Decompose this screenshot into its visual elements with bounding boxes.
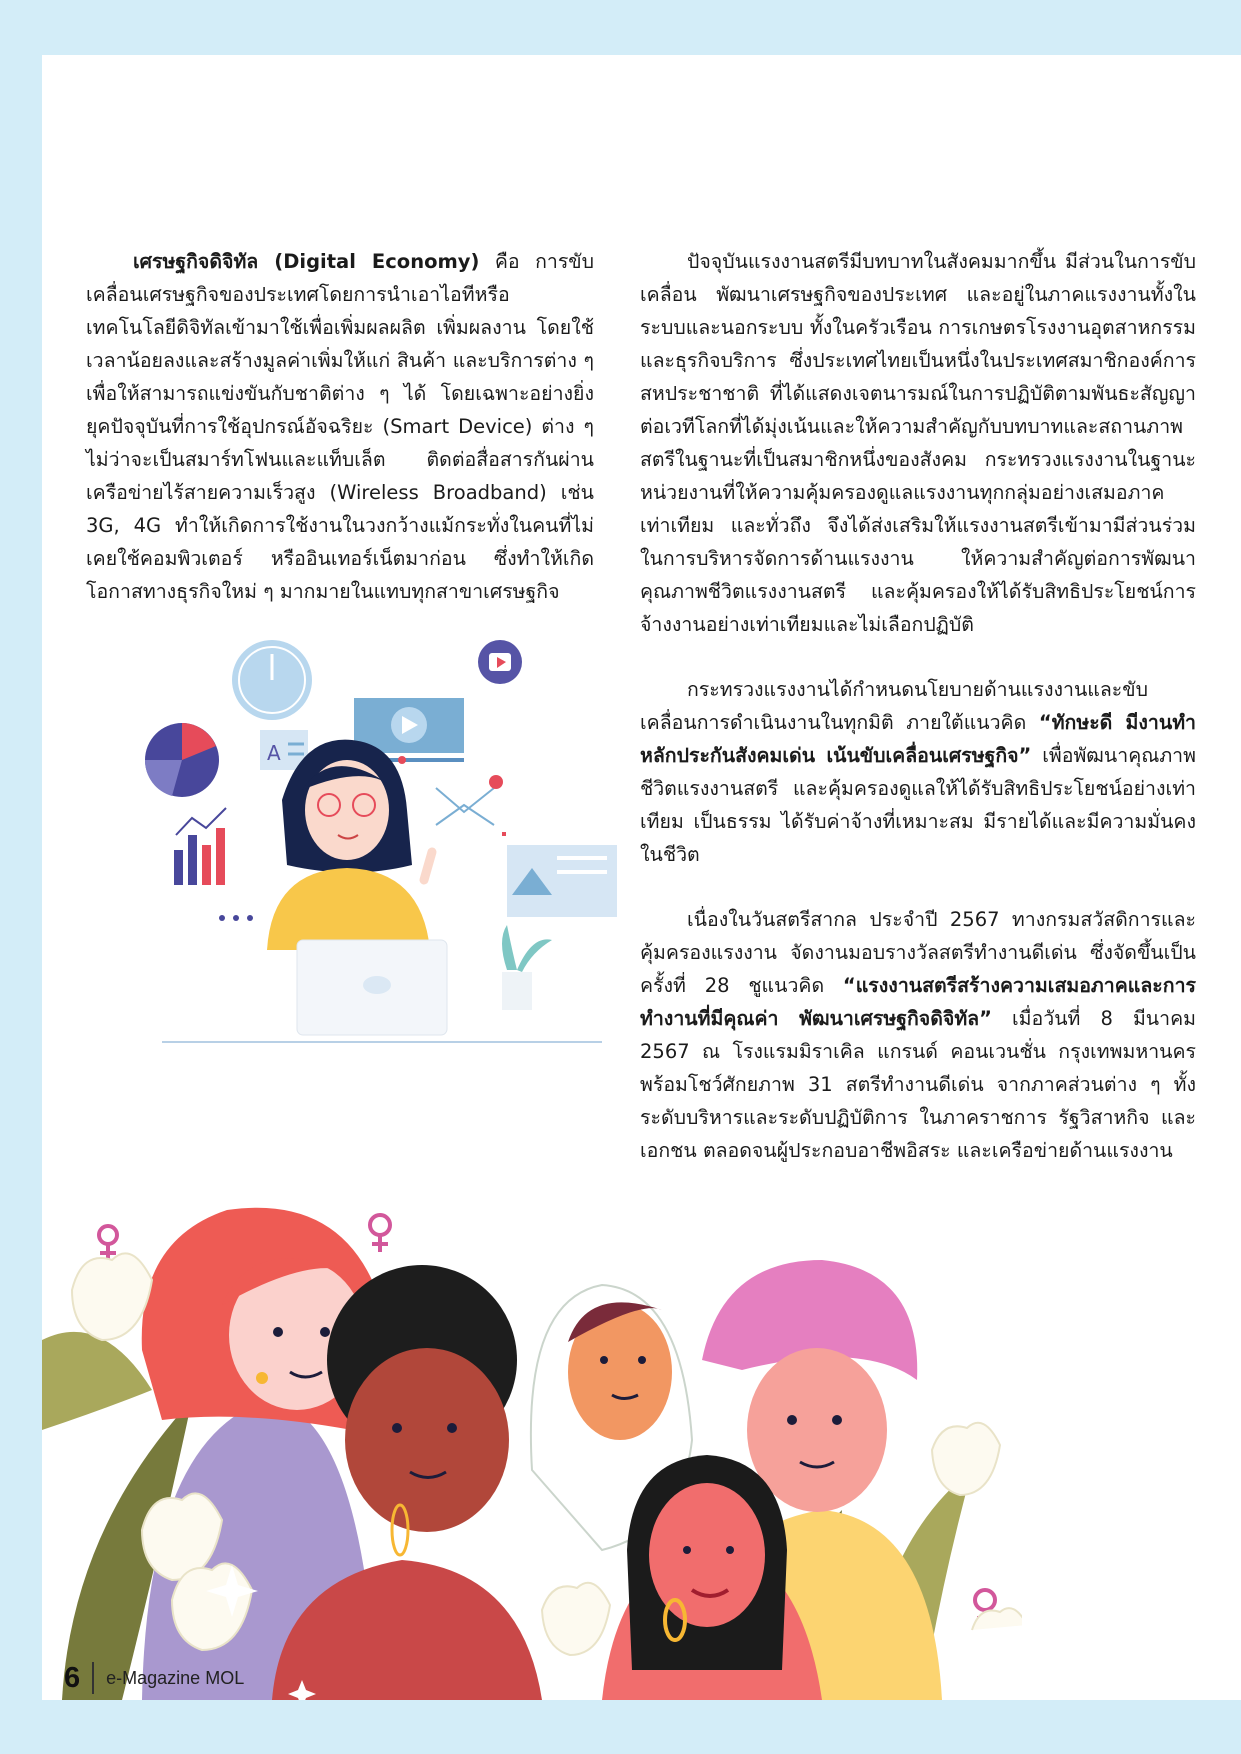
laptop-icon — [297, 940, 447, 1035]
clock-icon — [232, 640, 312, 720]
right-column — [640, 245, 1196, 1199]
pie-chart-icon — [145, 723, 219, 797]
page-footer — [64, 1658, 244, 1698]
plant-icon — [502, 925, 552, 1010]
magazine-name: e-Magazine MOL — [106, 1667, 245, 1688]
women-labor-paragraph: ปัจจุบันแรงงานสตรีมีบทบาทในสังคมมากขึ้น มีส่วนในการขับเคลื่อน พัฒนาเศรษฐกิจของประเทศ และอยู่ในภาคแรงงานทั้งในระบบและนอกระบบ ทั้งในครัวเรือน การเกษตรโรงงานอุตสาหกรรม และธุรกิจบริการ ซึ่งประเทศไทยเป็นหนึ่งในประเทศสมาชิกองค์การสหประชาชาติ ที่ได้แสดงเจตนารมณ์ในการปฏิบัติตามพันธะสัญญาต่อเวทีโลกที่ได้มุ่งเน้นและให้ความสำคัญกับบทบาทและสถานภาพสตรีในฐานะที่เป็นสมาชิกหนึ่งของสังคม กระทรวงแรงงานในฐานะหน่วยงานที่ให้ความคุ้มครองดูแลแรงงานทุกกลุ่มอย่างเสมอภาค เท่าเทียม และทั่วถึง จึงได้ส่งเสริมให้แรงงานสตรีเข้ามามีส่วนร่วมในการบริหารจัดการด้านแรงงาน ให้ความสำคัญต่อการพัฒนาคุณภาพชีวิตแรงงานสตรี และคุ้มครองให้ได้รับสิทธิประโยชน์การจ้างงานอย่างเท่าเทียมและไม่เลือกปฏิบัติ — [640, 250, 1196, 636]
magazine-page — [42, 55, 1241, 1700]
bar-chart-icon — [174, 808, 226, 885]
digital-economy-paragraph: เศรษฐกิจดิจิทัล (Digital Economy) คือ การขับเคลื่อนเศรษฐกิจของประเทศโดยการนำเอาไอทีหรือเทคโนโลยีดิจิทัลเข้ามาใช้เพื่อเพิ่มผลผลิต เพิ่มผลงาน โดยใช้เวลาน้อยลงและสร้างมูลค่าเพิ่มให้แก่ สินค้า และบริการต่าง ๆ เพื่อให้สามารถแข่งขันกับชาติต่าง ๆ ได้ โดยเฉพาะอย่างยิ่งยุคปัจจุบันที่การใช้อุปกรณ์อัจฉริยะ (Smart Device) ต่าง ๆ ไม่ว่าจะเป็นสมาร์ทโฟนและแท็บเล็ต ติดต่อสื่อสารกันผ่านเครือข่ายไร้สายความเร็วสูง (Wireless Broadband) เช่น 3G, 4G ทำให้เกิดการใช้งานในวงกว้างแม้กระทั่งในคนที่ไม่เคยใช้คอมพิวเตอร์ หรืออินเทอร์เน็ตมาก่อน ซึ่งทำให้เกิดโอกาสทางธุรกิจใหม่ ๆ มากมายในแทบทุกสาขาเศรษฐกิจ — [86, 250, 595, 603]
dots-decoration — [219, 915, 253, 921]
womens-day-paragraph: เนื่องในวันสตรีสากล ประจำปี 2567 ทางกรมสวัสดิการและคุ้มครองแรงงาน จัดงานมอบรางวัลสตรีทำงานดีเด่น ซึ่งจัดขึ้นเป็นครั้งที่ 28 ชูแนวคิด “แรงงานสตรีสร้างความเสมอภาคและการทำงานที่มีคุณค่า พัฒนาเศรษฐกิจดิจิทัล” เมื่อวันที่ 8 มีนาคม 2567 ณ โรงแรมมิราเคิล แกรนด์ คอนเวนชั่น กรุงเทพมหานคร พร้อมโชว์ศักยภาพ 31 สตรีทำงานดีเด่น จากภาคส่วนต่าง ๆ ทั้งระดับบริหารและระดับปฏิบัติการ ในภาคราชการ รัฐวิสาหกิจ และเอกชน ตลอดจนผู้ประกอบอาชีพอิสระ และเครือข่ายด้านแรงงาน — [640, 908, 1196, 1162]
footer-divider — [92, 1662, 94, 1694]
left-column — [86, 245, 594, 640]
ministry-policy-paragraph: กระทรวงแรงงานได้กำหนดนโยบายด้านแรงงานและขับเคลื่อนการดำเนินงานในทุกมิติ ภายใต้แนวคิด “ทักษะดี มีงานทำ หลักประกันสังคมเด่น เน้นขับเคลื่อนเศรษฐกิจ” เพื่อพัฒนาคุณภาพชีวิตแรงงานสตรี และคุ้มครองดูแลให้ได้รับสิทธิประโยชน์อย่างเท่าเทียม เป็นธรรม ได้รับค่าจ้างที่เหมาะสม มีรายได้และมีความมั่นคงในชีวิต — [640, 678, 1196, 866]
play-icon — [478, 640, 522, 684]
diverse-women-illustration — [42, 1110, 1022, 1700]
digital-worker-illustration — [102, 640, 632, 1070]
image-window-icon — [502, 832, 617, 917]
svg-text:A: A — [267, 741, 281, 765]
envelope-icon — [436, 775, 503, 825]
woman-avatar — [267, 740, 432, 950]
page-number: 6 — [64, 1661, 81, 1694]
